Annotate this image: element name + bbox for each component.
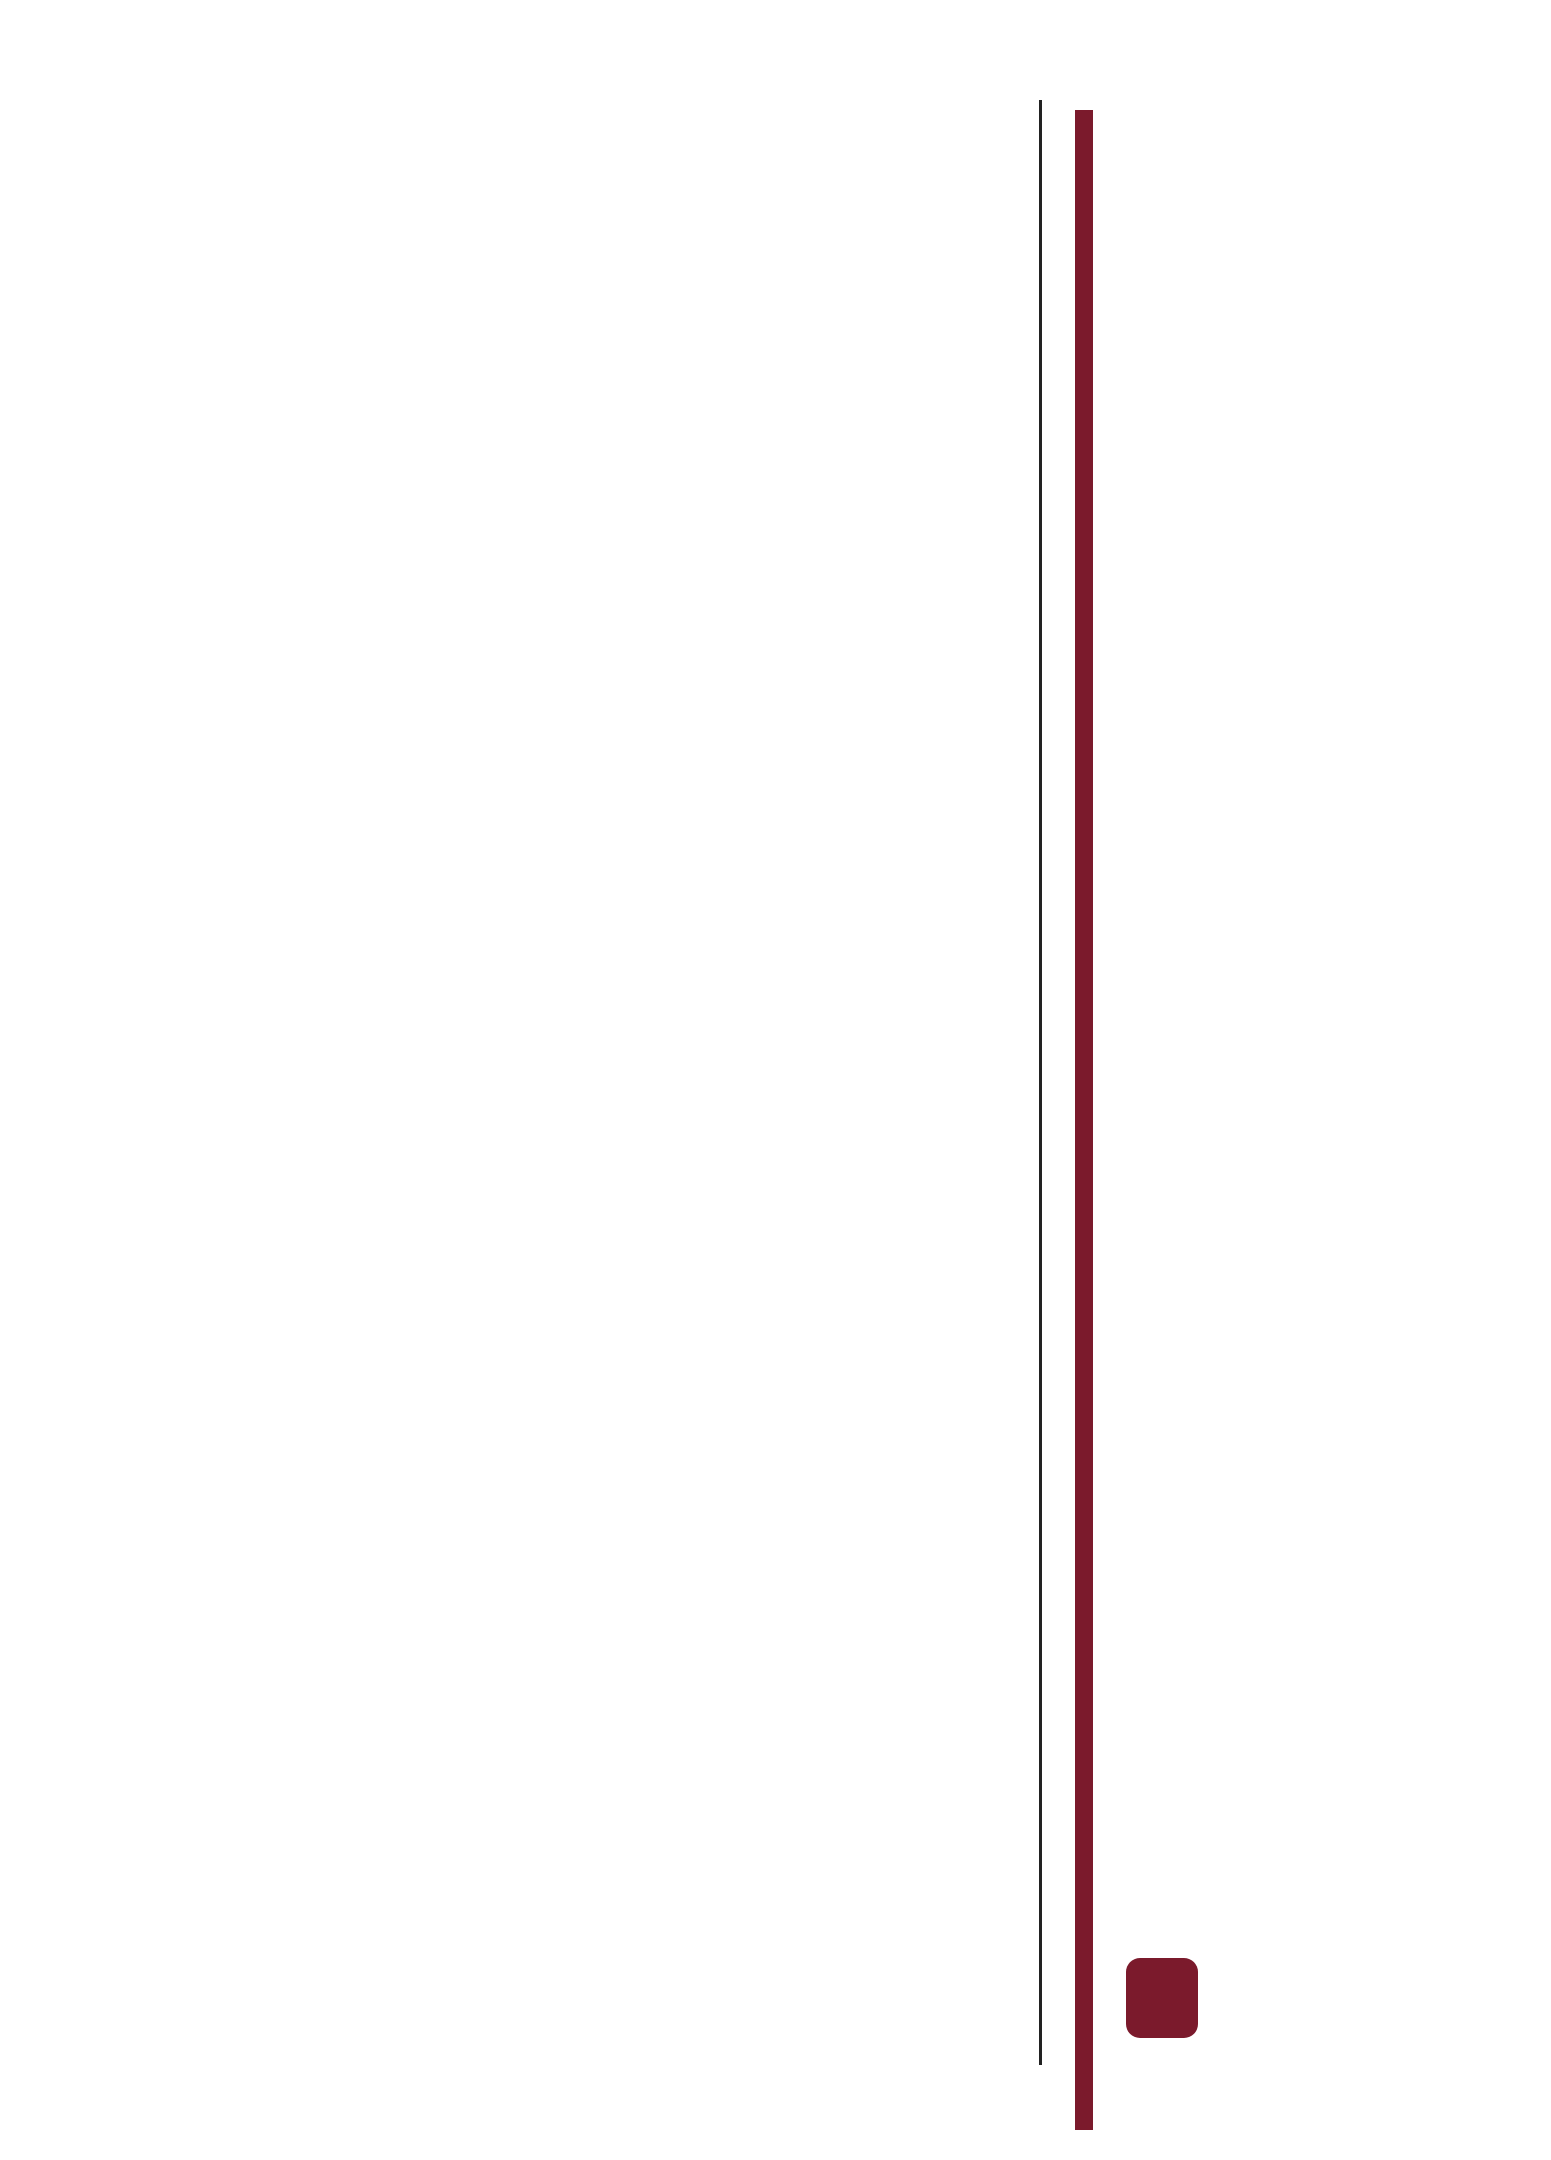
dysan-logo-mark — [1126, 1958, 1198, 2038]
dysan-logo — [1124, 1952, 1514, 2062]
column-divider — [1039, 100, 1042, 2065]
page-folio — [94, 2105, 108, 2127]
ad-red-bar — [1075, 110, 1093, 2130]
